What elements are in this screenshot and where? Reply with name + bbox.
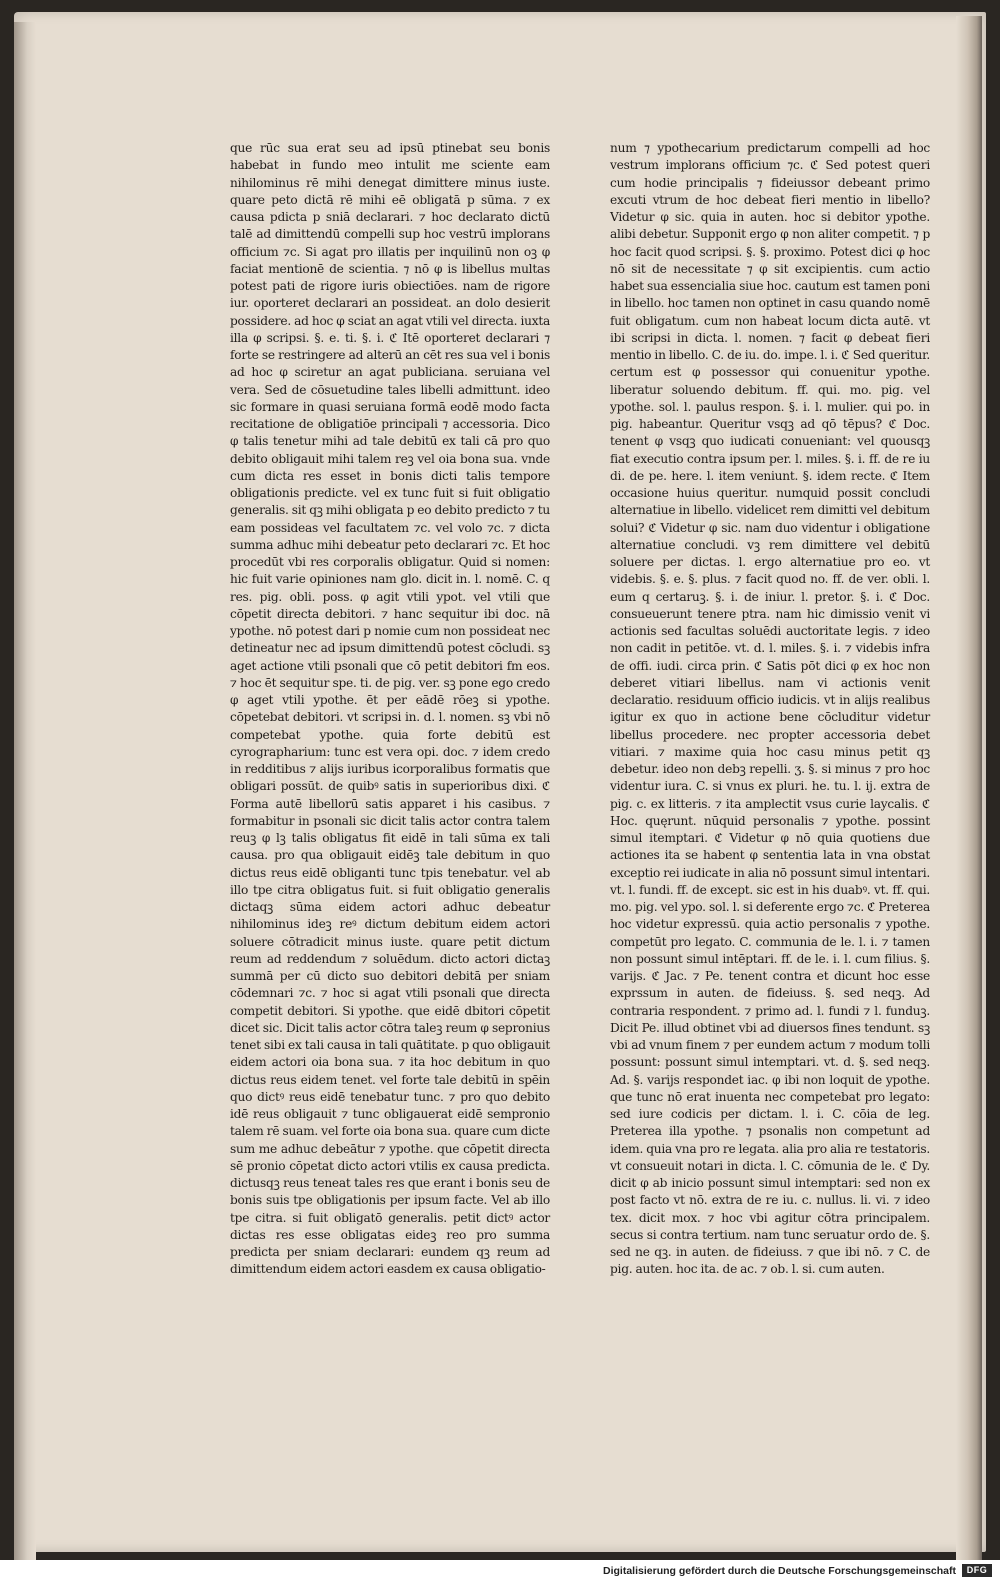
left-column-text: que rūc sua erat seu ad ipsū ptinebat seu bonis habebat in fundo meo intulit me sciente eam nihilominus rē mihi denegat dimittere minus iuste. quare peto dictā rē mihi eē obligatā p sūma. ⁊ ex causa pdicta p sniā declarari. ⁊ hoc declarato dictū talē ad dimittendū compelli sup hoc vestrū implorans officium ⁊c. Si agat pro illatis per inquilinū non oꝫ φ faciat mentionē de scientia. ⁊ nō φ is libellus multas potest pati de rigore iuris obiectiōes. nam de rigore iur. oporteret declarari an possideat. an dolo desierit possidere. ad hoc φ sciat an agat vtili vel directa. iuxta illa φ scripsi. §. e. ti. §. i. ℭ Itē oporteret declarari ⁊ forte se restringere ad alterū an cēt res sua vel i bonis ad hoc φ sciretur an agat publiciana. seruiana vel vera. Sed de cōsuetudine tales libelli admittunt. ideo sic formare in quasi seruiana formā eodē modo facta recitatione de obligatiōe principali ⁊ accessoria. Dico φ talis tenetur mihi ad tale debitū ex tali cā pro quo debito obligauit mihi talem reꝫ vel oia bona sua. vnde cum dicta res esset in bonis dicti talis tempore obligationis predicte. vel ex tunc fuit si fuit obligatio generalis. sit qꝫ mihi obligata p eo debito predicto ⁊ tu eam possideas vel facultatem ⁊c. vel volo ⁊c. ⁊ dicta summa adhuc mihi debeatur peto declarari ⁊c. Et hoc procedūt vbi res corporalis obligatur. Quid si nomen: hic fuit varie opiniones nam glo. dicit in. l. nomē. C. q res. pig. obli. poss. φ agit vtili ypot. vel vtili que cōpetit directa debitori. ⁊ hanc sequitur ibi doc. nā ypothe. nō potest dari p nomie cum non possideat nec detineatur nec ad ipsum dimittendū potest cōcludi. sꝫ aget actione vtili psonali que cō petit debitori fm eos. ⁊ hoc ēt sequitur spe. ti. de pig. ver. sꝫ pone ego credo φ aget vtili ypothe. ēt per eādē rōeꝫ si ypothe. cōpetebat debitori. vt scripsi in. d. l. nomen. sꝫ vbi nō competebat ypothe. quia forte debitū est cyrographarium: tunc est vera opi. doc. ⁊ idem credo in redditibus ⁊ alijs iuribus icorporalibus formatis que obligari possūt. de quibꝰ satis in superioribus dixi. ℭ Forma autē libellorū satis apparet i his casibus. ⁊ formabitur in psonali sic dicit talis actor contra talem reuꝫ φ lꝫ talis obligatus fit eidē in tali sūma ex tali causa. pro qua obligauit eidēꝫ tale debitum in quo dictus reus eidē obliganti tunc tpis tenebatur. vel ab illo tpe citra obligatus fuit. si fuit obligatio generalis dictaqꝫ sūma eidem actori adhuc debeatur nihilominus ideꝫ reꝰ dictum debitum eidem actori soluere cōtradicit minus iuste. quare petit dictum reum ad reddendum ⁊ soluēdum. dicto actori dictaꝫ summā per cū dicto suo debitori debitā per sniam cōdemnari ⁊c. ⁊ hoc si agat vtili psonali que directa competit debitori. Si ypothe. que eidē dbitori cōpetit dicet sic. Dicit talis actor cōtra taleꝫ reum φ sepronius tenet sibi ex tali causa in tali quātitate. p quo obligauit eidem actori oia bona sua. ⁊ ita hoc debitum in quo dictus reus eidem tenet. vel forte tale debitū in spēin quo dictꝰ reus eidē tenebatur tunc. ⁊ pro quo debito idē reus obligauit ⁊ tunc obligauerat eidē sempronio talem rē suam. vel forte oia bona sua. quare cum dicte sum me adhuc debeātur ⁊ ypothe. que cōpetit directa sē pronio cōpetat dicto actori vtilis ex causa predicta. dictusqꝫ reus teneat tales res que erant i bonis seu de bonis suis tpe obligationis per ipsum facte. Vel ab illo tpe citra. si fuit obligatō generalis. petit dictꝰ actor dictas res esse obligatas eideꝫ reo pro summa predicta per sniam declarari: eundem qꝫ reum ad dimittendum eidem actori easdem ex causa obligatio- — [230, 141, 550, 1277]
right-text-column — [610, 140, 930, 1279]
right-column-text: num ⁊ ypothecarium predictarum compelli ad hoc vestrum implorans officium ⁊c. ℭ Sed potest queri cum hodie principalis ⁊ fideiussor debeant primo excuti vtrum de hoc debeat fieri mentio in libello? Videtur φ sic. quia in auten. hoc si debitor ypothe. alibi debetur. Supponit ergo φ non aliter competit. ⁊ p hoc facit quod scripsi. §. §. proximo. Potest dici φ hoc nō sit de necessitate ⁊ φ sit excipientis. cum actio habet sua essencialia siue hoc. cautum est tamen poni in libello. hoc tamen non optinet in casu quando nomē fuit obligatum. cum non habeat locum dicta autē. vt ibi scripsi in dicta. l. nomen. ⁊ facit φ debeat fieri mentio in libello. C. de iu. do. impe. l. i. ℭ Sed queritur. certum est φ possessor qui conuenitur ypothe. liberatur soluendo debitum. ff. qui. mo. pig. vel ypothe. sol. l. paulus respon. §. i. l. mulier. qui po. in pig. habeantur. Queritur vsqꝫ ad qō tēpus? ℭ Doc. tenent φ vsqꝫ quo iudicati conueniant: vel quousqꝫ fiat executio contra ipsum per. l. miles. §. i. ff. de re iu di. de pe. here. l. item veniunt. §. idem recte. ℭ Item occasione huius queritur. numquid possit concludi alternatiue in libello. videlicet rem dimitti vel debitum solui? ℭ Videtur φ sic. nam duo videntur i obligatione alternatiue concludi. vꝫ rem dimittere vel debitū soluere per dictas. l. ergo alternatiue pro eo. vt videbis. §. e. §. plus. ⁊ facit quod no. ff. de ver. obli. l. eum q certaruꝫ. §. i. de iniur. l. pretor. §. i. ℭ Doc. consueuerunt tenere ptra. nam hic dimissio venit vi actionis sed facultas soluēdi auctoritate legis. ⁊ ideo non cadit in petitōe. vt. d. l. miles. §. i. ⁊ videbis infra de offi. iudi. circa prin. ℭ Satis pōt dici φ ex hoc non deberet vitiari libellus. nam vi actionis venit declaratio. residuum officio iudicis. vt in alijs realibus igitur ex quo in actione bene cōcluditur videtur libellus procedere. nec propter accessoria debet vitiari. ⁊ maxime quia hoc casu minus petit qꝫ debetur. ideo non debꝫ repelli. ʒ. §. si minus ⁊ pro hoc videntur iura. C. si vnus ex pluri. he. tu. l. ij. extra de pig. c. ex litteris. ⁊ ita amplectit vsus curie laycalis. ℭ Hoc. quęrunt. nūquid personalis ⁊ ypothe. possint simul itemptari. ℭ Videtur φ nō quia quotiens due actiones ita se habent φ sententia lata in vna obstat exceptio rei iudicate in alia nō possunt simul intentari. vt. l. fundi. ff. de except. sic est in his duabꝰ. vt. ff. qui. mo. pig. vel ypo. sol. l. si deferente ergo ⁊c. ℭ Preterea hoc videtur expressū. quia actio personalis ⁊ ypothe. competūt pro legato. C. communia de le. l. i. ⁊ tamen non possunt simul intēptari. ff. de le. i. l. cum filius. §. varijs. ℭ Jac. ⁊ Pe. tenent contra et dicunt hoc esse exprssum in auten. de fideiuss. §. sed neqꝫ. Ad contraria respondent. ⁊ primo ad. l. fundi ⁊ l. funduꝫ. Dicit Pe. illud obtinet vbi ad diuersos fines tendunt. sꝫ vbi ad vnum finem ⁊ per eundem actum ⁊ modum tolli possunt: possunt simul intemptari. vt. d. §. sed neqꝫ. Ad. §. varijs respondet iac. φ ibi non loquit de ypothe. que tunc nō erat inuenta nec competebat pro legato: sed iure codicis per dictam. l. i. C. cōia de leg. Preterea illa ypothe. ⁊ psonalis non competunt ad idem. quia vna pro re legata. alia pro alia re testatoris. vt consueuit notari in dicta. l. C. cōmunia de le. ℭ Dy. dicit φ ab inicio possunt simul intemptari: sed non ex post facto vt nō. extra de re iu. c. nullus. li. vi. ⁊ ideo tex. dicit mox. ⁊ hoc vbi agitur cōtra principalem. secus si contra tertium. nam tunc seruatur ordo de. §. sed ne qꝫ. in auten. de fideiuss. ⁊ que ibi nō. ⁊ C. de pig. auten. hoc ita. de ac. ⁊ ob. l. si. cum auten. — [610, 141, 930, 1277]
page-left-edge — [14, 22, 36, 1568]
page-right-edge — [956, 16, 982, 1568]
dfg-logo-icon: DFG — [962, 1564, 992, 1577]
left-text-column — [230, 140, 550, 1279]
book-page — [14, 12, 986, 1552]
funding-credit: Digitalisierung gefördert durch die Deutsche Forschungsgemeinschaft — [603, 1565, 956, 1577]
footer-bar — [0, 1560, 1000, 1582]
